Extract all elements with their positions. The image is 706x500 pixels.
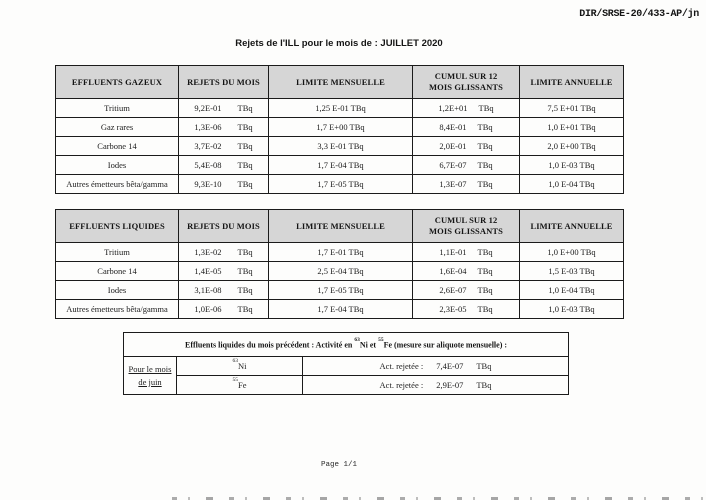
- isotope-cell: [177, 376, 303, 395]
- annual-limit-cell: 1,5 E-03 TBq: [520, 262, 624, 281]
- unit: TBq: [477, 285, 493, 295]
- unit: TBq: [237, 285, 253, 295]
- table-row: [56, 262, 624, 281]
- isotope-mass-superscript: 55: [378, 336, 384, 343]
- monthly-limit-cell: 1,7 E-04 TBq: [269, 156, 413, 175]
- monthly-release-cell: [179, 262, 269, 281]
- column-header-12month-total: [413, 210, 520, 243]
- unit: TBq: [477, 141, 493, 151]
- isotope-mass-superscript: 63: [354, 336, 360, 343]
- table-row: [56, 118, 624, 137]
- nuclide-label: Iodes: [56, 156, 179, 175]
- nuclide-label: Iodes: [56, 281, 179, 300]
- value: 1,3E-02: [194, 247, 222, 257]
- annual-limit-cell: 1,0 E-04 TBq: [520, 281, 624, 300]
- header-line: MOIS GLISSANTS: [429, 82, 503, 92]
- value: 1,6E-04: [439, 266, 467, 276]
- unit: TBq: [237, 304, 253, 314]
- rolling-total-cell: [413, 243, 520, 262]
- table-row: [56, 175, 624, 194]
- rolling-total-cell: [413, 175, 520, 194]
- period-label: [124, 357, 177, 395]
- unit: TBq: [237, 160, 253, 170]
- unit: TBq: [237, 122, 253, 132]
- table-row: [56, 281, 624, 300]
- table-row: [124, 357, 569, 376]
- gaseous-effluents-table: [55, 65, 624, 194]
- value: 5,4E-08: [194, 160, 222, 170]
- monthly-limit-cell: 1,7 E-04 TBq: [269, 300, 413, 319]
- monthly-release-cell: [179, 175, 269, 194]
- unit: TBq: [237, 179, 253, 189]
- table-header-row: [56, 66, 624, 99]
- monthly-limit-cell: 2,5 E-04 TBq: [269, 262, 413, 281]
- header-text: Ni et: [359, 340, 379, 350]
- isotope-mass-superscript: 63: [232, 358, 238, 365]
- monthly-limit-cell: 1,7 E-05 TBq: [269, 281, 413, 300]
- nuclide-label: Carbone 14: [56, 262, 179, 281]
- isotope-symbol: Ni: [238, 361, 247, 371]
- monthly-release-cell: [179, 99, 269, 118]
- period-line: Pour le mois: [128, 363, 172, 374]
- monthly-release-cell: [179, 300, 269, 319]
- annual-limit-cell: 1,0 E-04 TBq: [520, 175, 624, 194]
- annual-limit-cell: 1,0 E-03 TBq: [520, 156, 624, 175]
- table-row: [56, 156, 624, 175]
- unit: TBq: [477, 160, 493, 170]
- header-line: CUMUL SUR 12: [434, 71, 498, 82]
- unit: TBq: [477, 266, 493, 276]
- released-activity-cell: [303, 376, 569, 395]
- nuclide-label: Autres émetteurs bêta/gamma: [56, 300, 179, 319]
- value: 6,7E-07: [439, 160, 467, 170]
- page-number: Page 1/1: [320, 461, 357, 469]
- rolling-total-cell: [413, 156, 520, 175]
- unit: TBq: [476, 380, 492, 390]
- table-row: [56, 137, 624, 156]
- nuclide-label: Tritium: [56, 99, 179, 118]
- value: 2,6E-07: [439, 285, 467, 295]
- column-header-effluents: EFFLUENTS GAZEUX: [56, 66, 179, 99]
- unit: TBq: [477, 247, 493, 257]
- rolling-total-cell: [413, 300, 520, 319]
- rolling-total-cell: [413, 262, 520, 281]
- monthly-limit-cell: 1,7 E-05 TBq: [269, 175, 413, 194]
- monthly-limit-cell: 3,3 E-01 TBq: [269, 137, 413, 156]
- value: 1,3E-07: [439, 179, 467, 189]
- monthly-limit-cell: 1,25 E-01 TBq: [269, 99, 413, 118]
- value: 2,9E-07: [436, 380, 464, 390]
- monthly-release-cell: [179, 243, 269, 262]
- activity-label: Act. rejetée :: [379, 361, 424, 371]
- activity-label: Act. rejetée :: [379, 380, 424, 390]
- column-header-monthly-limit: LIMITE MENSUELLE: [269, 210, 413, 243]
- previous-month-activity-table: [123, 332, 569, 395]
- table-row: [56, 99, 624, 118]
- rolling-total-cell: [413, 281, 520, 300]
- value: 1,2E+01: [438, 103, 468, 113]
- column-header-12month-total: [413, 66, 520, 99]
- value: 3,7E-02: [194, 141, 222, 151]
- rolling-total-cell: [413, 118, 520, 137]
- column-header-monthly-limit: LIMITE MENSUELLE: [269, 66, 413, 99]
- value: 8,4E-01: [439, 122, 467, 132]
- unit: TBq: [477, 179, 493, 189]
- value: 1,0E-06: [194, 304, 222, 314]
- unit: TBq: [237, 141, 253, 151]
- monthly-release-cell: [179, 137, 269, 156]
- unit: TBq: [477, 304, 493, 314]
- isotope-cell: [177, 357, 303, 376]
- value: 9,2E-01: [194, 103, 222, 113]
- table-row: [124, 376, 569, 395]
- annual-limit-cell: 7,5 E+01 TBq: [520, 99, 624, 118]
- liquid-effluents-table: [55, 209, 624, 319]
- annual-limit-cell: 2,0 E+00 TBq: [520, 137, 624, 156]
- value: 7,4E-07: [436, 361, 464, 371]
- isotope-mass-superscript: 55: [232, 377, 238, 384]
- column-header-monthly-release: REJETS DU MOIS: [179, 210, 269, 243]
- nuclide-label: Autres émetteurs bêta/gamma: [56, 175, 179, 194]
- header-line: MOIS GLISSANTS: [429, 226, 503, 236]
- monthly-release-cell: [179, 118, 269, 137]
- unit: TBq: [237, 266, 253, 276]
- value: 1,3E-06: [194, 122, 222, 132]
- unit: TBq: [478, 103, 494, 113]
- column-header-monthly-release: REJETS DU MOIS: [179, 66, 269, 99]
- column-header-effluents: EFFLUENTS LIQUIDES: [56, 210, 179, 243]
- annual-limit-cell: 1,0 E+01 TBq: [520, 118, 624, 137]
- value: 9,3E-10: [194, 179, 222, 189]
- table-row: [56, 300, 624, 319]
- table-header-row: [56, 210, 624, 243]
- monthly-release-cell: [179, 281, 269, 300]
- value: 2,0E-01: [439, 141, 467, 151]
- value: 2,3E-05: [439, 304, 467, 314]
- annual-limit-cell: 1,0 E-03 TBq: [520, 300, 624, 319]
- page-title: Rejets de l'ILL pour le mois de : JUILLET 2020: [235, 38, 443, 49]
- nuclide-label: Carbone 14: [56, 137, 179, 156]
- unit: TBq: [237, 247, 253, 257]
- column-header-annual-limit: LIMITE ANNUELLE: [520, 66, 624, 99]
- value: 1,4E-05: [194, 266, 222, 276]
- previous-month-header: [124, 333, 569, 357]
- released-activity-cell: [303, 357, 569, 376]
- nuclide-label: Gaz rares: [56, 118, 179, 137]
- rolling-total-cell: [413, 99, 520, 118]
- monthly-limit-cell: 1,7 E-01 TBq: [269, 243, 413, 262]
- value: 3,1E-08: [194, 285, 222, 295]
- unit: TBq: [237, 103, 253, 113]
- annual-limit-cell: 1,0 E+00 TBq: [520, 243, 624, 262]
- rolling-total-cell: [413, 137, 520, 156]
- column-header-annual-limit: LIMITE ANNUELLE: [520, 210, 624, 243]
- document-reference: DIR/SRSE-20/433-AP/jn: [579, 9, 699, 20]
- unit: TBq: [477, 122, 493, 132]
- header-text: Fe (mesure sur aliquote mensuelle) :: [383, 340, 508, 350]
- header-text: Effluents liquides du mois précédent : Activité en: [185, 340, 355, 350]
- table-header-row: [124, 333, 569, 357]
- isotope-symbol: Fe: [238, 380, 247, 390]
- monthly-limit-cell: 1,7 E+00 TBq: [269, 118, 413, 137]
- unit: TBq: [476, 361, 492, 371]
- table-row: [56, 243, 624, 262]
- monthly-release-cell: [179, 156, 269, 175]
- nuclide-label: Tritium: [56, 243, 179, 262]
- value: 1,1E-01: [439, 247, 467, 257]
- period-line: de juin: [138, 376, 162, 387]
- header-line: CUMUL SUR 12: [434, 215, 498, 226]
